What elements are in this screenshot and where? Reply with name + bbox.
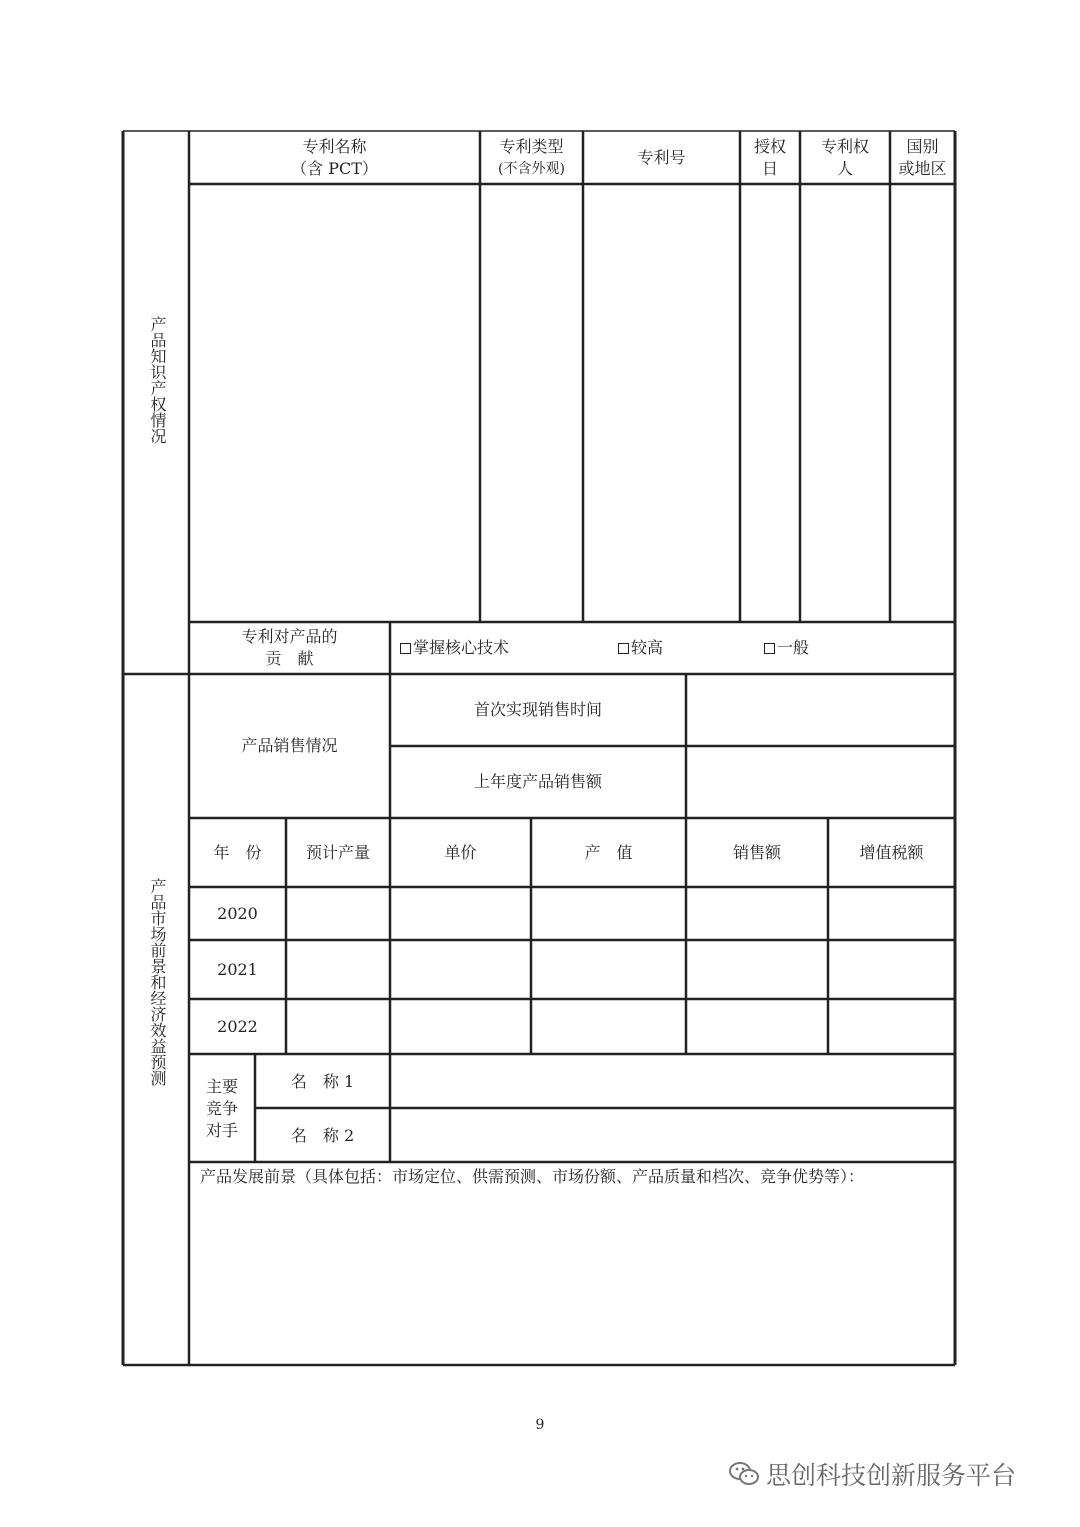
country-header (890, 136, 955, 180)
option-high[interactable] (618, 637, 663, 659)
year-row-label: 2022 (217, 1017, 258, 1036)
sales-label: 产品销售情况 (241, 736, 338, 755)
watermark (728, 1456, 1016, 1494)
patent-name-header-line1: 专利名称 (302, 137, 367, 156)
option-general-label: 一般 (777, 638, 810, 657)
first-sale-label: 首次实现销售时间 (473, 700, 602, 719)
outlook-label: 产品发展前景（具体包括：市场定位、供需预测、市场份额、产品质量和档次、竞争优势等）： (200, 1167, 865, 1186)
patent-type-header-line2: (不含外观) (498, 161, 565, 177)
checkbox-icon[interactable] (400, 643, 411, 654)
year-header: 年 份 (213, 843, 262, 862)
checkbox-icon[interactable] (764, 643, 775, 654)
patentee-header (800, 136, 890, 180)
option-high-label: 较高 (631, 638, 664, 657)
patent-number-header-line1: 专利号 (637, 148, 686, 167)
year-row-label: 2021 (217, 960, 258, 979)
patent-name-header (189, 136, 480, 180)
vat-header: 增值税额 (859, 843, 924, 862)
patentee-header-line2: 人 (836, 159, 853, 178)
patentee-header-line1: 专利权 (820, 137, 869, 156)
option-core-tech[interactable] (400, 637, 509, 659)
output-value-header: 产 值 (584, 843, 633, 862)
patent-name-header-line2: （含 PCT） (291, 159, 378, 178)
country-header-line2: 或地区 (898, 159, 947, 178)
competitor-name-1-label: 名 称 1 (290, 1072, 355, 1091)
sales-amount-header: 销售额 (732, 843, 781, 862)
country-header-line1: 国别 (906, 137, 939, 156)
competitor-label-line1: 主要 (205, 1077, 238, 1096)
grant-date-header (740, 136, 800, 180)
wechat-icon (728, 1460, 760, 1494)
competitor-label-line3: 对手 (205, 1121, 238, 1140)
patent-type-header-line1: 专利类型 (499, 137, 564, 156)
section-ip-side-label: 产品知识产权情况 (148, 316, 167, 444)
output-header: 预计产量 (305, 843, 370, 862)
section-market-side-label: 产品市场前景和经济效益预测 (148, 878, 167, 1086)
competitor-label (189, 1076, 255, 1142)
checkbox-icon[interactable] (618, 643, 629, 654)
patent-number-header (583, 147, 740, 169)
year-row-label: 2020 (217, 904, 258, 923)
option-core-tech-label: 掌握核心技术 (413, 638, 510, 657)
contribution-label-line1: 专利对产品的 (241, 627, 338, 646)
contribution-label-line2: 贡 献 (265, 649, 314, 668)
grant-date-header-line2: 日 (761, 159, 778, 178)
competitor-name-2-label: 名 称 2 (290, 1126, 355, 1145)
unit-price-header: 单价 (444, 843, 477, 862)
patent-type-header (480, 136, 583, 180)
page-number: 9 (535, 1417, 545, 1433)
watermark-text: 思创科技创新服务平台 (766, 1461, 1017, 1490)
last-year-sales-label: 上年度产品销售额 (473, 772, 602, 791)
competitor-label-line2: 竞争 (205, 1099, 238, 1118)
option-general[interactable] (764, 637, 809, 659)
grant-date-header-line1: 授权 (753, 137, 786, 156)
contribution-label (189, 626, 390, 670)
